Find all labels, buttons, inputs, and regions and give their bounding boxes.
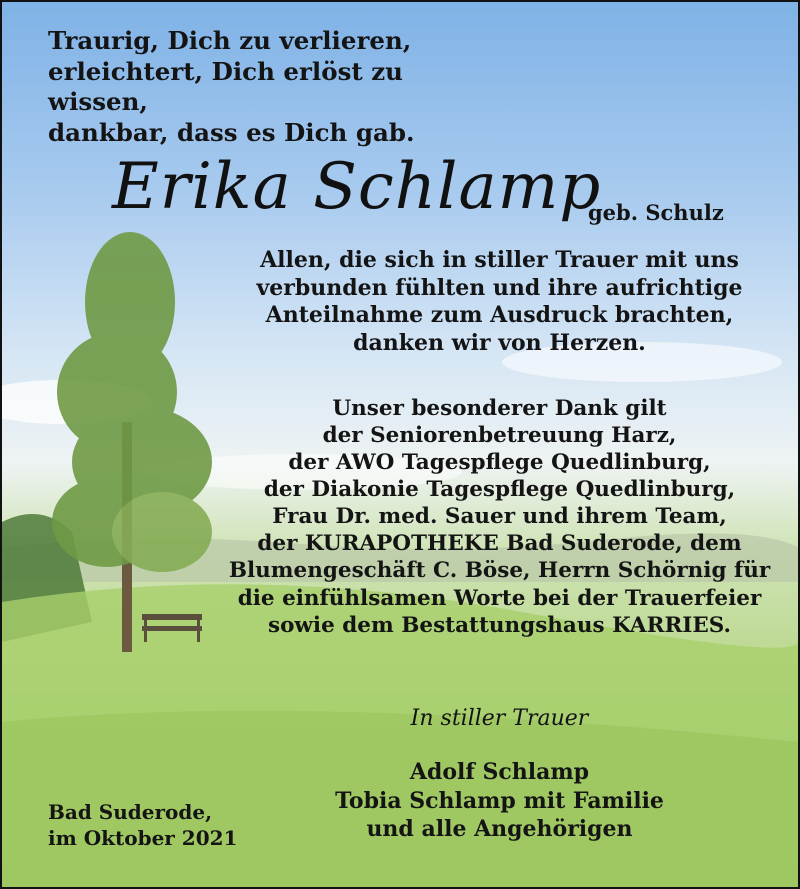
opening-verse [48,26,488,149]
date-line: im Oktober 2021 [48,826,238,850]
mourning-line: In stiller Trauer [410,706,589,731]
thanks-paragraph [202,247,797,357]
verse-line: erleichtert, Dich erlöst zu wissen, [48,56,403,117]
special-thanks-line: sowie dem Bestattungshaus KARRIES. [267,612,732,638]
special-thanks-line: die einfühlsamen Worte bei der Trauerfeier [237,585,762,611]
thanks-line: Anteilnahme zum Ausdruck brachten, [265,302,734,328]
special-thanks-line: der KURAPOTHEKE Bad Suderode, dem [257,531,742,557]
birth-name: geb. Schulz [588,200,724,225]
signer-line: Adolf Schlamp [409,759,590,785]
deceased-name-row [112,150,792,230]
thanks-line: danken wir von Herzen. [353,329,646,356]
place-line: Bad Suderode, [48,800,213,824]
thanks-line: verbunden fühlten und ihre aufrichtige [256,274,743,301]
tree-crown [52,232,212,572]
special-thanks-line: Frau Dr. med. Sauer und ihrem Team, [272,504,727,530]
verse-line: dankbar, dass es Dich gab. [48,117,415,147]
deceased-name: Erika Schlamp [112,150,602,224]
special-thanks-line: der Seniorenbetreuung Harz, [322,423,677,449]
thanks-line: Allen, die sich in stiller Trauer mit uns [260,247,739,273]
verse-line: Traurig, Dich zu verlieren, [48,26,412,55]
special-thanks-paragraph [202,395,797,639]
special-thanks-line: der AWO Tagespflege Quedlinburg, [288,450,711,476]
signer-line: Tobia Schlamp mit Familie [335,787,664,814]
special-thanks-line: Unser besonderer Dank gilt [332,396,667,421]
place-date-block [48,799,308,851]
special-thanks-line: Blumengeschäft C. Böse, Herrn Schörnig für [228,558,771,584]
signer-line: und alle Angehörigen [366,816,633,843]
special-thanks-line: der Diakonie Tagespflege Quedlinburg, [263,477,736,503]
